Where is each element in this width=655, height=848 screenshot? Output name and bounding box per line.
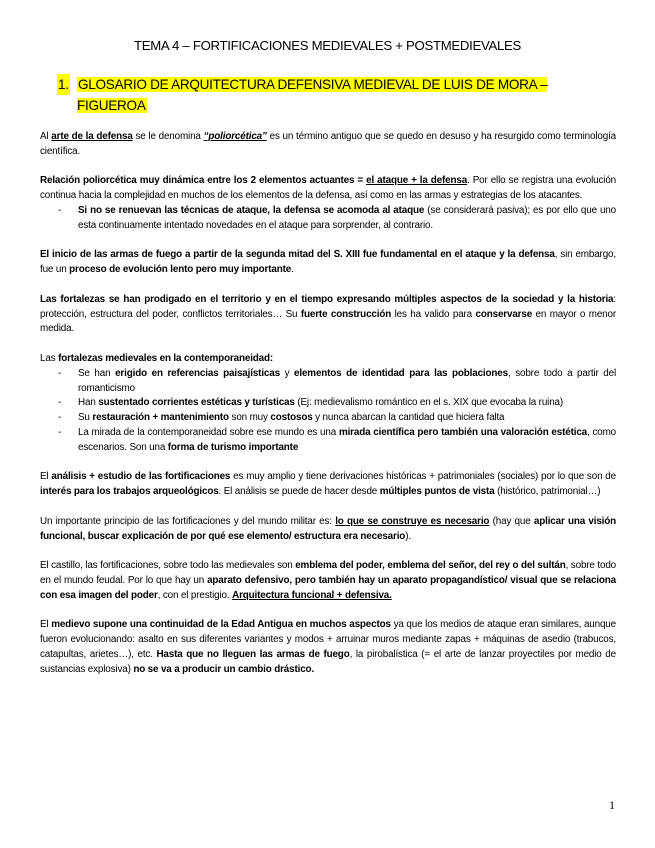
page-number: 1 [609,798,615,812]
paragraph-fortalezas: Las fortalezas se han prodigado en el territorio y en el tiempo expresando múltiples aspectos de la sociedad y la historia: protección, estructura del poder, conflictos territoriales… Su fuerte construcción les ha valido para conservarse en mayor o menor medida. [40,293,616,335]
paragraph-relacion: Relación poliorcética muy dinámica entre los 2 elementos actuantes = el ataque + la defensa. Por ello se registra una evolución continua hacia la complejidad en muchos de los elementos de la defensa, así como en las armas y estrategias de los atacantes. [40,175,617,202]
bullet-list-contemporaneidad [40,367,616,456]
bullet-list-relacion [40,204,616,234]
paragraph-castillo: El castillo, las fortificaciones, sobre todo las medievales son emblema del poder, emblema del señor, del rey o del sultán, sobre todo en el mundo feudal. Por lo que hay un aparato defensivo, pero también hay un aparato propagandístico/ visual que se relaciona con esa imagen del poder, con el prestigio. Arquitectura funcional + defensiva. [40,560,617,601]
document-title: TEMA 4 – FORTIFICACIONES MEDIEVALES + POSTMEDIEVALES [133,38,522,53]
paragraph-analisis: El análisis + estudio de las fortificaciones es muy amplio y tiene derivaciones históricas + patrimoniales (sociales) por lo que son de interés para los trabajos arqueológicos. El análisis se puede de hacer desde múltiples puntos de vista (histórico, patrimonial…) [40,471,616,498]
section-heading [53,74,613,116]
paragraph-poliorcetica: Al arte de la defensa se le denomina “poliorcética” es un término antiguo que se quedo en desuso y ha resurgido como terminología científica. [40,131,617,157]
paragraph-medievo: El medievo supone una continuidad de la Edad Antigua en muchos aspectos ya que los medios de ataque eran similares, aunque fueron evolucionando: asalto en sus diferentes variantes y modos + arruinar muros mediante zapas + máquinas de asedio (trabucos, catapultas, arietes…), etc. Hasta que no lleguen las armas de fuego, la pirobalística (= el arte de lanzar proyectiles por medio de sustancias explosiva) no se va a producir un cambio drástico. [40,619,616,675]
list-item: - La mirada de la contemporaneidad sobre ese mundo es una mirada científica pero también una valoración estética, como escenarios. Son una forma de turismo importante [40,426,616,456]
paragraph-armas-fuego: El inicio de las armas de fuego a partir de la segunda mitad del S. XIII fue fundamental en el ataque y la defensa, sin embargo, fue un proceso de evolución lento pero muy importante. [40,249,616,276]
section-heading-text: GLOSARIO DE ARQUITECTURA DEFENSIVA MEDIEVAL DE LUIS DE MORA – FIGUEROA [77,77,548,113]
paragraph-principio: Un importante principio de las fortificaciones y del mundo militar es: lo que se construye es necesario (hay que aplicar una visión funcional, buscar explicación de por qué ese elemento/ estructura era necesario). [40,515,617,542]
list-item: - Si no se renuevan las técnicas de ataque, la defensa se acomoda al ataque (se considerará pasiva); es por ello que uno esta continuamente intentado novedades en el ataque para sorprender, al contrario. [40,204,616,234]
list-item: - Han sustentado corrientes estéticas y turísticas (Ej: medievalismo romántico en el s. XIX que evocaba la ruina) [40,396,616,411]
document-body [40,130,616,692]
section-number: 1. [57,74,70,95]
list-item: - Su restauración + mantenimiento son muy costosos y nunca abarcan la cantidad que hiciera falta [40,411,616,426]
list-item: - Se han erigido en referencias paisajísticas y elementos de identidad para las poblaciones, sobre todo a partir del romanticismo [40,367,616,397]
paragraph-contemporaneidad: Las fortalezas medievales en la contemporaneidad: [40,352,274,364]
